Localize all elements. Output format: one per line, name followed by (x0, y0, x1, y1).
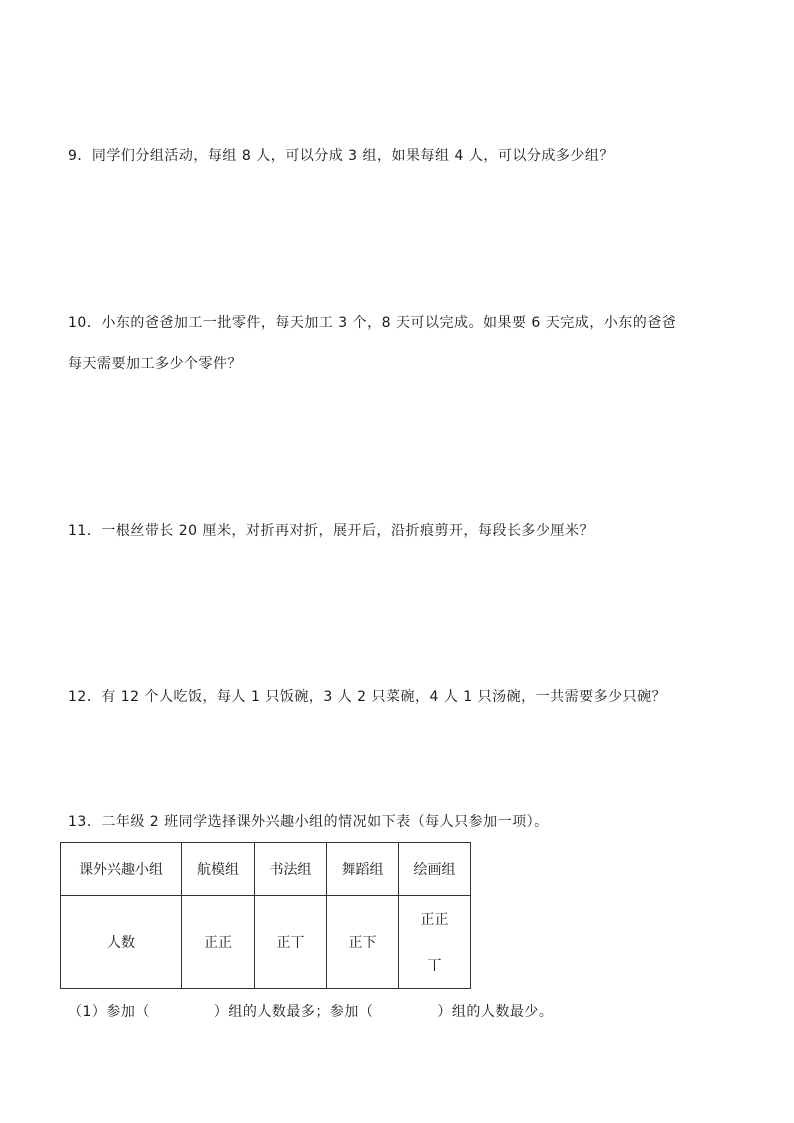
tally-painting-bottom: 丅 (427, 958, 442, 974)
question-10-line-1: 10．小东的爸爸加工一批零件，每天加工 3 个，8 天可以完成。如果要 6 天完成，小东的爸爸 (68, 315, 677, 331)
question-10-line-2: 每天需要加工多少个零件？ (68, 356, 242, 372)
tally-dance: 正下 (327, 896, 399, 989)
tally-calligraphy: 正丅 (255, 896, 327, 989)
tally-painting (399, 896, 471, 989)
tally-model-aircraft: 正正 (182, 896, 255, 989)
sub-question-1-part-2: ）组的人数最多；参加（ (213, 1004, 374, 1020)
table-header-row (61, 843, 471, 896)
question-11: 11．一根丝带长 20 厘米，对折再对折，展开后，沿折痕剪开，每段长多少厘米？ (68, 523, 595, 539)
header-painting: 绘画组 (399, 843, 471, 896)
tally-painting-top: 正正 (420, 912, 449, 928)
sub-question-1-part-1: （1）参加（ (68, 1004, 150, 1020)
question-12: 12．有 12 个人吃饭，每人 1 只饭碗，3 人 2 只菜碗，4 人 1 只汤碗，一共需要多少只碗？ (68, 689, 667, 705)
sub-question-1 (68, 1002, 553, 1022)
question-13: 13．二年级 2 班同学选择课外兴趣小组的情况如下表（每人只参加一项）。 (68, 814, 549, 830)
header-group: 课外兴趣小组 (61, 843, 182, 896)
interest-group-table (60, 842, 471, 989)
question-9: 9．同学们分组活动，每组 8 人，可以分成 3 组，如果每组 4 人，可以分成多少组？ (68, 148, 614, 164)
header-model-aircraft: 航模组 (182, 843, 255, 896)
row-label-count: 人数 (61, 896, 182, 989)
header-dance: 舞蹈组 (327, 843, 399, 896)
table-row (61, 896, 471, 989)
header-calligraphy: 书法组 (255, 843, 327, 896)
sub-question-1-part-3: ）组的人数最少。 (437, 1004, 554, 1020)
